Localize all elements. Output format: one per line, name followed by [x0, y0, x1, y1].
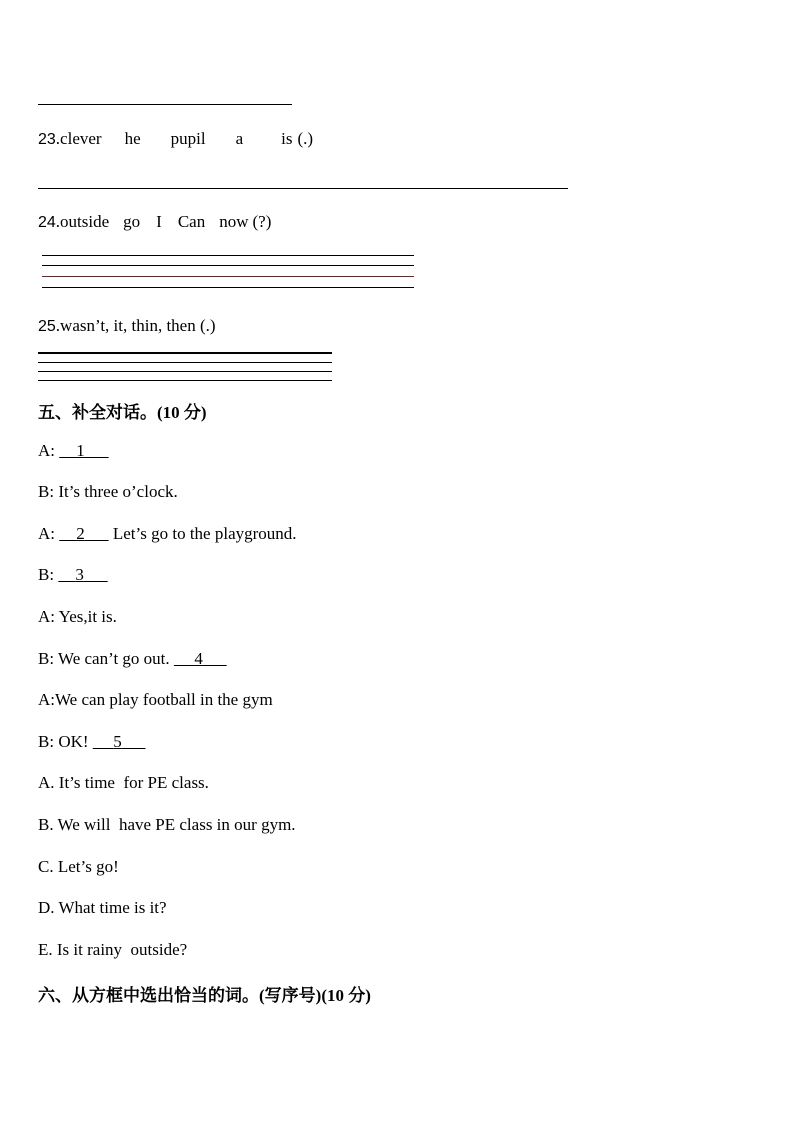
answer-line-24a[interactable]: [42, 255, 414, 256]
dialogue-line-2: B: It’s three o’clock.: [38, 482, 178, 501]
blank-3[interactable]: 3: [75, 565, 84, 584]
question-text: wasn’t, it, thin, then (.): [60, 316, 216, 335]
dialogue-line-3: A: 2 Let’s go to the playground.: [38, 524, 297, 543]
answer-line-23[interactable]: [38, 188, 568, 189]
option-d: D. What time is it?: [38, 898, 167, 917]
option-b: B. We will have PE class in our gym.: [38, 815, 296, 834]
blank-4[interactable]: 4: [194, 649, 203, 668]
word: pupil: [170, 129, 206, 148]
question-number: 24: [38, 214, 56, 231]
sentence-end: (?): [252, 212, 272, 231]
blank-2[interactable]: 2: [76, 524, 85, 543]
answer-line-25d[interactable]: [38, 380, 332, 381]
word: go: [123, 212, 141, 231]
word: clever: [60, 129, 102, 148]
section-5-heading: [38, 398, 207, 423]
section-6-heading: [38, 981, 371, 1006]
answer-line-25b[interactable]: [38, 362, 332, 363]
word: Can: [177, 212, 206, 231]
section-5-title: 五、补全对话。: [38, 403, 157, 423]
dialogue-line-7: A:We can play football in the gym: [38, 690, 273, 709]
blank-5[interactable]: 5: [113, 732, 122, 751]
dialogue-line-6: B: We can’t go out. 4: [38, 649, 227, 669]
word: outside: [60, 212, 110, 231]
option-e: E. Is it rainy outside?: [38, 940, 188, 959]
word: he: [124, 129, 141, 148]
word: is: [281, 129, 293, 148]
answer-line-24c[interactable]: [42, 276, 414, 277]
dialogue-line-8: B: OK! 5: [38, 732, 146, 752]
word: now: [219, 212, 249, 231]
section-5-score: (10 分): [157, 403, 207, 422]
question-number: 23: [38, 131, 56, 148]
question-number: 25: [38, 318, 56, 335]
question-24: 24.outside go I Can now (?): [38, 212, 272, 231]
answer-line-22[interactable]: [38, 104, 292, 105]
answer-line-25c[interactable]: [38, 371, 332, 372]
word: I: [156, 212, 162, 231]
dialogue-line-4: B: 3: [38, 565, 108, 585]
section-6-suffix: (写序号)(10 分): [259, 986, 371, 1005]
dialogue-line-1: A: 1: [38, 441, 109, 461]
section-6-title: 六、从方框中选出恰当的词。: [38, 986, 259, 1006]
sentence-end: (.): [297, 129, 314, 148]
option-c: C. Let’s go!: [38, 857, 119, 876]
word: a: [235, 129, 244, 148]
answer-line-24b[interactable]: [42, 265, 414, 266]
option-a: A. It’s time for PE class.: [38, 773, 209, 792]
question-23: 23.clever he pupil a is (.): [38, 129, 314, 148]
dialogue-line-5: A: Yes,it is.: [38, 607, 117, 626]
blank-1[interactable]: 1: [76, 441, 85, 460]
answer-line-25a[interactable]: [38, 352, 332, 354]
answer-line-24d[interactable]: [42, 287, 414, 288]
question-25: 25.wasn’t, it, thin, then (.): [38, 316, 216, 335]
